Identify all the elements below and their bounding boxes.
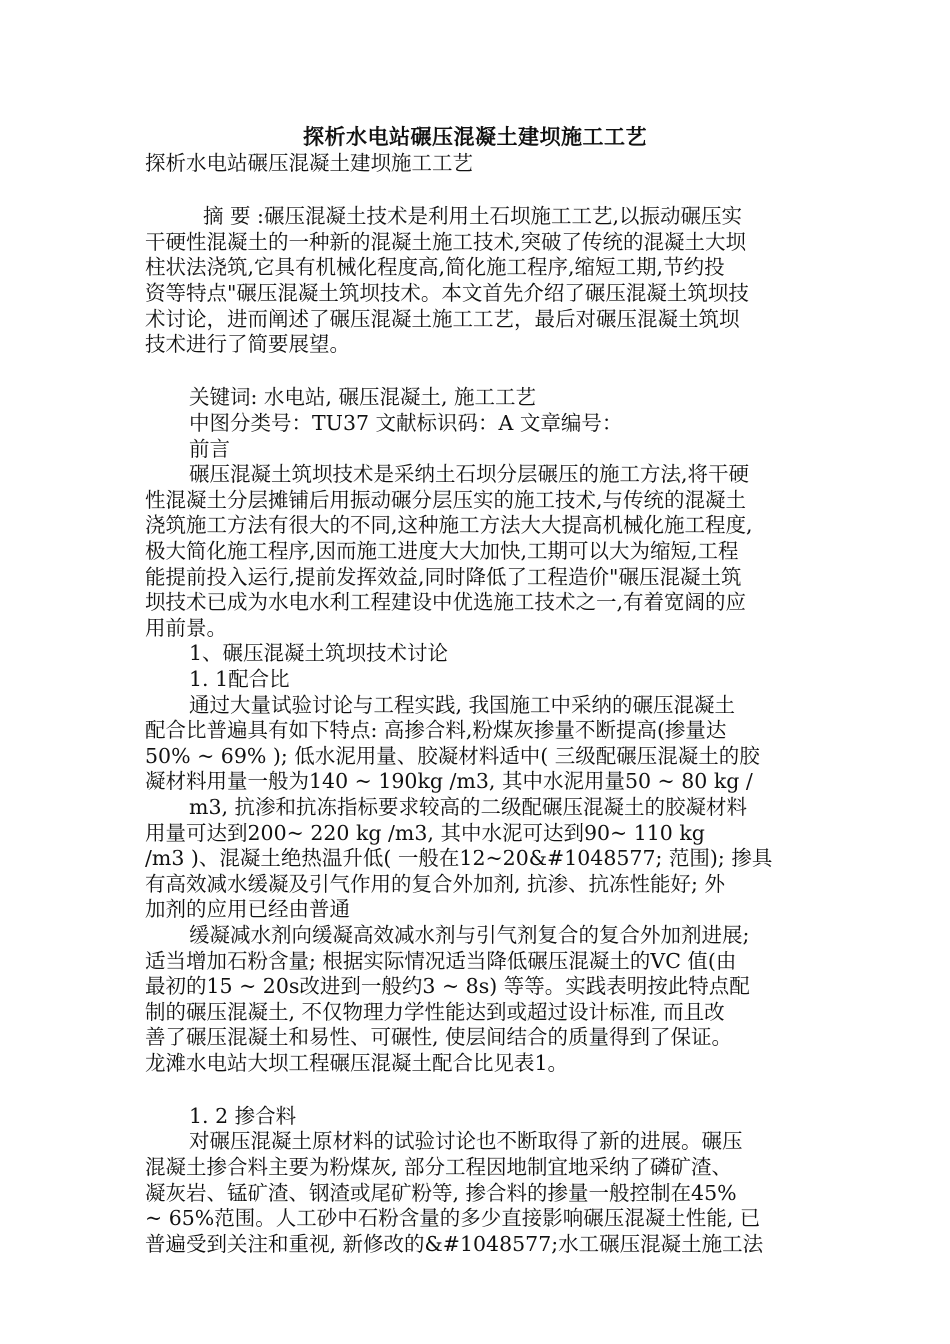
body-line: 凝灰岩、锰矿渣、钢渣或尾矿粉等, 掺合料的掺量一般控制在45% xyxy=(145,1181,737,1205)
body-line: 极大简化施工程序,因而施工进度大大加快,工期可以大为缩短,工程 xyxy=(145,539,739,563)
section-heading-1: 1、碾压混凝土筑坝技术讨论 xyxy=(189,641,449,665)
abstract-line: 干硬性混凝土的一种新的混凝土施工技术,突破了传统的混凝土大坝 xyxy=(145,230,747,254)
body-line: 浇筑施工方法有很大的不同,这种施工方法大大提高机械化施工程度, xyxy=(145,513,753,537)
body-line: 最初的15 ~ 20s改进到一般约3 ~ 8s) 等等。实践表明按此特点配 xyxy=(145,974,750,998)
body-line: 普遍受到关注和重视, 新修改的&#1048577;水工碾压混凝土施工法 xyxy=(145,1232,764,1256)
body-line: 善了碾压混凝土和易性、可碾性, 使层间结合的质量得到了保证。 xyxy=(145,1025,733,1049)
section-heading-preface: 前言 xyxy=(189,437,230,461)
body-line: 能提前投入运行,提前发挥效益,同时降低了工程造价"碾压混凝土筑 xyxy=(145,565,742,589)
body-line: 坝技术已成为水电水利工程建设中优选施工技术之一,有着宽阔的应 xyxy=(145,590,747,614)
body-line: 缓凝减水剂向缓凝高效减水剂与引气剂复合的复合外加剂进展; xyxy=(189,923,750,947)
abstract-line: 术讨论，进而阐述了碾压混凝土施工工艺，最后对碾压混凝土筑坝 xyxy=(145,307,740,331)
body-line: 凝材料用量一般为140 ~ 190kg /m3, 其中水泥用量50 ~ 80 kg / xyxy=(145,769,753,793)
body-line: /m3 )、混凝土绝热温升低( 一般在12~20&#1048577; 范围); 掺具 xyxy=(145,846,773,870)
body-line: 制的碾压混凝土, 不仅物理力学性能达到或超过设计标准, 而且改 xyxy=(145,1000,725,1024)
body-line: 碾压混凝土筑坝技术是采纳土石坝分层碾压的施工方法,将干硬 xyxy=(189,462,750,486)
abstract-line: 柱状法浇筑,它具有机械化程度高,简化施工程序,缩短工期,节约投 xyxy=(145,255,725,279)
body-line: 用前景。 xyxy=(145,616,227,640)
document-title: 探析水电站碾压混凝土建坝施工工艺 xyxy=(303,124,647,149)
body-line: 混凝土掺合料主要为粉煤灰, 部分工程因地制宜地采纳了磷矿渣、 xyxy=(145,1155,733,1179)
abstract-line: 摘 要 :碾压混凝土技术是利用土石坝施工工艺,以振动碾压实 xyxy=(203,204,742,228)
body-line: 加剂的应用已经由普通 xyxy=(145,897,350,921)
keywords-line: 关键词: 水电站, 碾压混凝土, 施工工艺 xyxy=(189,385,536,409)
body-line: 性混凝土分层摊铺后用振动碾分层压实的施工技术,与传统的混凝土 xyxy=(145,488,747,512)
body-line: 有高效减水缓凝及引气作用的复合外加剂, 抗渗、抗冻性能好; 外 xyxy=(145,872,725,896)
abstract-line: 技术进行了简要展望。 xyxy=(145,332,350,356)
body-line: ~ 65%范围。人工砂中石粉含量的多少直接影响碾压混凝土性能, 已 xyxy=(145,1206,761,1230)
body-line: 对碾压混凝土原材料的试验讨论也不断取得了新的进展。碾压 xyxy=(189,1129,743,1153)
classification-line: 中图分类号：TU37 文献标识码：A 文章编号： xyxy=(189,411,623,435)
section-heading-1-2: 1. 2 掺合料 xyxy=(189,1104,297,1128)
section-heading-1-1: 1. 1配合比 xyxy=(189,667,290,691)
body-line: 适当增加石粉含量; 根据实际情况适当降低碾压混凝土的VC 值(由 xyxy=(145,949,737,973)
body-line: 用量可达到200~ 220 kg /m3, 其中水泥可达到90~ 110 kg xyxy=(145,821,705,845)
subtitle-line: 探析水电站碾压混凝土建坝施工工艺 xyxy=(145,151,473,175)
abstract-line: 资等特点"碾压混凝土筑坝技术。本文首先介绍了碾压混凝土筑坝技 xyxy=(145,281,749,305)
body-line: 配合比普遍具有如下特点: 高掺合料,粉煤灰掺量不断提高(掺量达 xyxy=(145,718,727,742)
body-line: m3, 抗渗和抗冻指标要求较高的二级配碾压混凝土的胶凝材料 xyxy=(189,795,748,819)
body-line: 通过大量试验讨论与工程实践, 我国施工中采纳的碾压混凝土 xyxy=(189,693,736,717)
body-line: 50% ~ 69% ); 低水泥用量、胶凝材料适中( 三级配碾压混凝土的胶 xyxy=(145,744,760,768)
body-line: 龙滩水电站大坝工程碾压混凝土配合比见表1。 xyxy=(145,1051,569,1075)
